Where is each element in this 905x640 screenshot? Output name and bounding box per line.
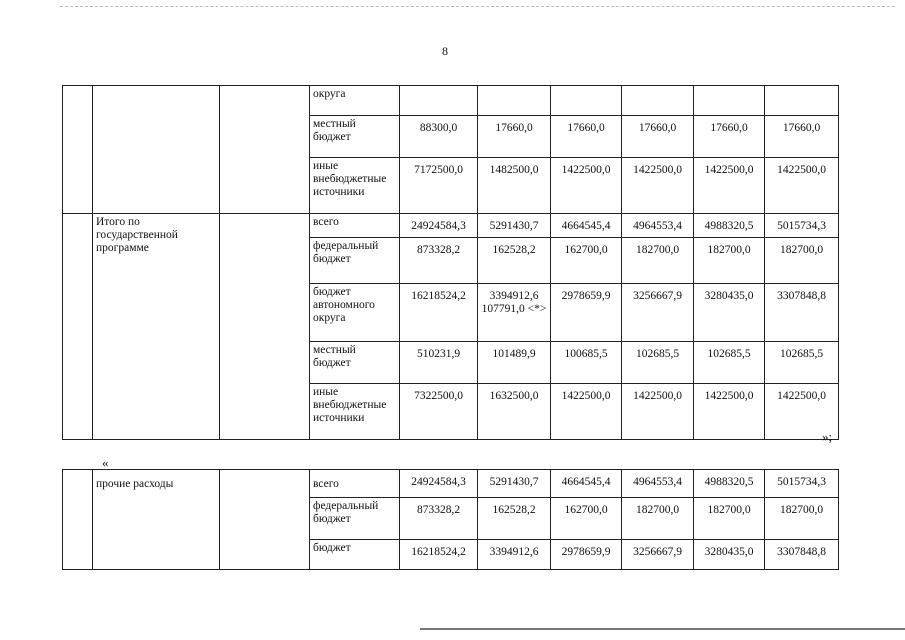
value-cell: 102685,5	[622, 342, 694, 384]
value-cell: 16218524,2	[400, 540, 478, 570]
value-cell: 5015734,3	[765, 214, 839, 238]
opening-quote-mark: «	[102, 455, 109, 470]
funding-source-cell: иные внебюджетные источники	[310, 158, 400, 214]
value-cell: 3307848,8	[765, 540, 839, 570]
value-cell: 7322500,0	[400, 384, 478, 440]
value-cell: 510231,9	[400, 342, 478, 384]
table-row	[63, 470, 839, 498]
value-cell: 1482500,0	[478, 158, 551, 214]
value-cell: 17660,0	[765, 116, 839, 158]
value-cell: 24924584,3	[400, 214, 478, 238]
value-cell: 182700,0	[694, 498, 765, 540]
value-cell: 4988320,5	[694, 470, 765, 498]
value-cell: 182700,0	[765, 238, 839, 284]
value-cell: 24924584,3	[400, 470, 478, 498]
funding-source-cell: местный бюджет	[310, 116, 400, 158]
value-cell: 1422500,0	[694, 384, 765, 440]
funding-source-cell: федеральный бюджет	[310, 238, 400, 284]
budget-table-other-expenses	[62, 469, 839, 570]
funding-source-cell: бюджет автономного округа	[310, 284, 400, 342]
program-cell	[93, 86, 220, 214]
value-cell: 5291430,7	[478, 214, 551, 238]
value-cell: 1422500,0	[622, 384, 694, 440]
value-cell: 2978659,9	[551, 540, 622, 570]
executor-cell	[220, 214, 310, 440]
value-cell	[478, 86, 551, 116]
funding-source-cell: всего	[310, 214, 400, 238]
index-cell	[63, 470, 93, 570]
page-number: 8	[442, 44, 448, 58]
value-cell: 4988320,5	[694, 214, 765, 238]
value-cell: 102685,5	[694, 342, 765, 384]
scan-edge-bottom	[420, 628, 905, 630]
value-cell: 162700,0	[551, 498, 622, 540]
value-cell: 17660,0	[622, 116, 694, 158]
value-cell: 101489,9	[478, 342, 551, 384]
executor-cell	[220, 470, 310, 570]
index-cell	[63, 86, 93, 214]
value-cell: 1422500,0	[622, 158, 694, 214]
value-cell: 4664545,4	[551, 214, 622, 238]
value-cell: 1422500,0	[551, 384, 622, 440]
value-cell: 102685,5	[765, 342, 839, 384]
funding-source-cell: бюджет	[310, 540, 400, 570]
value-cell: 4964553,4	[622, 214, 694, 238]
value-cell: 162700,0	[551, 238, 622, 284]
scan-edge-top	[60, 6, 895, 7]
table-row	[63, 86, 839, 116]
value-cell	[622, 86, 694, 116]
value-cell: 3280435,0	[694, 284, 765, 342]
value-cell: 88300,0	[400, 116, 478, 158]
closing-quote-mark: »;	[822, 429, 833, 444]
funding-source-cell: местный бюджет	[310, 342, 400, 384]
value-cell: 182700,0	[622, 498, 694, 540]
value-cell	[400, 86, 478, 116]
table-row	[63, 214, 839, 238]
value-cell: 5291430,7	[478, 470, 551, 498]
program-cell: Итого по государственной программе	[93, 214, 220, 440]
value-cell: 162528,2	[478, 498, 551, 540]
value-cell: 162528,2	[478, 238, 551, 284]
value-cell: 1632500,0	[478, 384, 551, 440]
value-cell: 1422500,0	[765, 384, 839, 440]
value-cell: 182700,0	[622, 238, 694, 284]
program-cell: прочие расходы	[93, 470, 220, 570]
executor-cell	[220, 86, 310, 214]
value-cell: 100685,5	[551, 342, 622, 384]
funding-source-cell: федеральный бюджет	[310, 498, 400, 540]
value-cell: 1422500,0	[551, 158, 622, 214]
value-cell: 5015734,3	[765, 470, 839, 498]
funding-source-cell: всего	[310, 470, 400, 498]
funding-source-cell: округа	[310, 86, 400, 116]
value-cell: 873328,2	[400, 498, 478, 540]
value-cell	[694, 86, 765, 116]
value-cell: 1422500,0	[694, 158, 765, 214]
value-cell: 17660,0	[694, 116, 765, 158]
value-cell: 3256667,9	[622, 540, 694, 570]
funding-source-cell: иные внебюджетные источники	[310, 384, 400, 440]
index-cell	[63, 214, 93, 440]
value-cell: 182700,0	[765, 498, 839, 540]
value-cell: 3394912,6	[478, 540, 551, 570]
budget-table-main	[62, 85, 839, 440]
value-cell: 182700,0	[694, 238, 765, 284]
value-cell: 3307848,8	[765, 284, 839, 342]
value-cell: 2978659,9	[551, 284, 622, 342]
value-cell: 4964553,4	[622, 470, 694, 498]
value-cell	[765, 86, 839, 116]
value-cell: 7172500,0	[400, 158, 478, 214]
value-cell: 873328,2	[400, 238, 478, 284]
value-cell: 17660,0	[478, 116, 551, 158]
value-cell: 17660,0	[551, 116, 622, 158]
value-cell: 3256667,9	[622, 284, 694, 342]
value-cell: 3394912,6 107791,0 <*>	[478, 284, 551, 342]
value-cell	[551, 86, 622, 116]
value-cell: 16218524,2	[400, 284, 478, 342]
value-cell: 4664545,4	[551, 470, 622, 498]
value-cell: 1422500,0	[765, 158, 839, 214]
value-cell: 3280435,0	[694, 540, 765, 570]
